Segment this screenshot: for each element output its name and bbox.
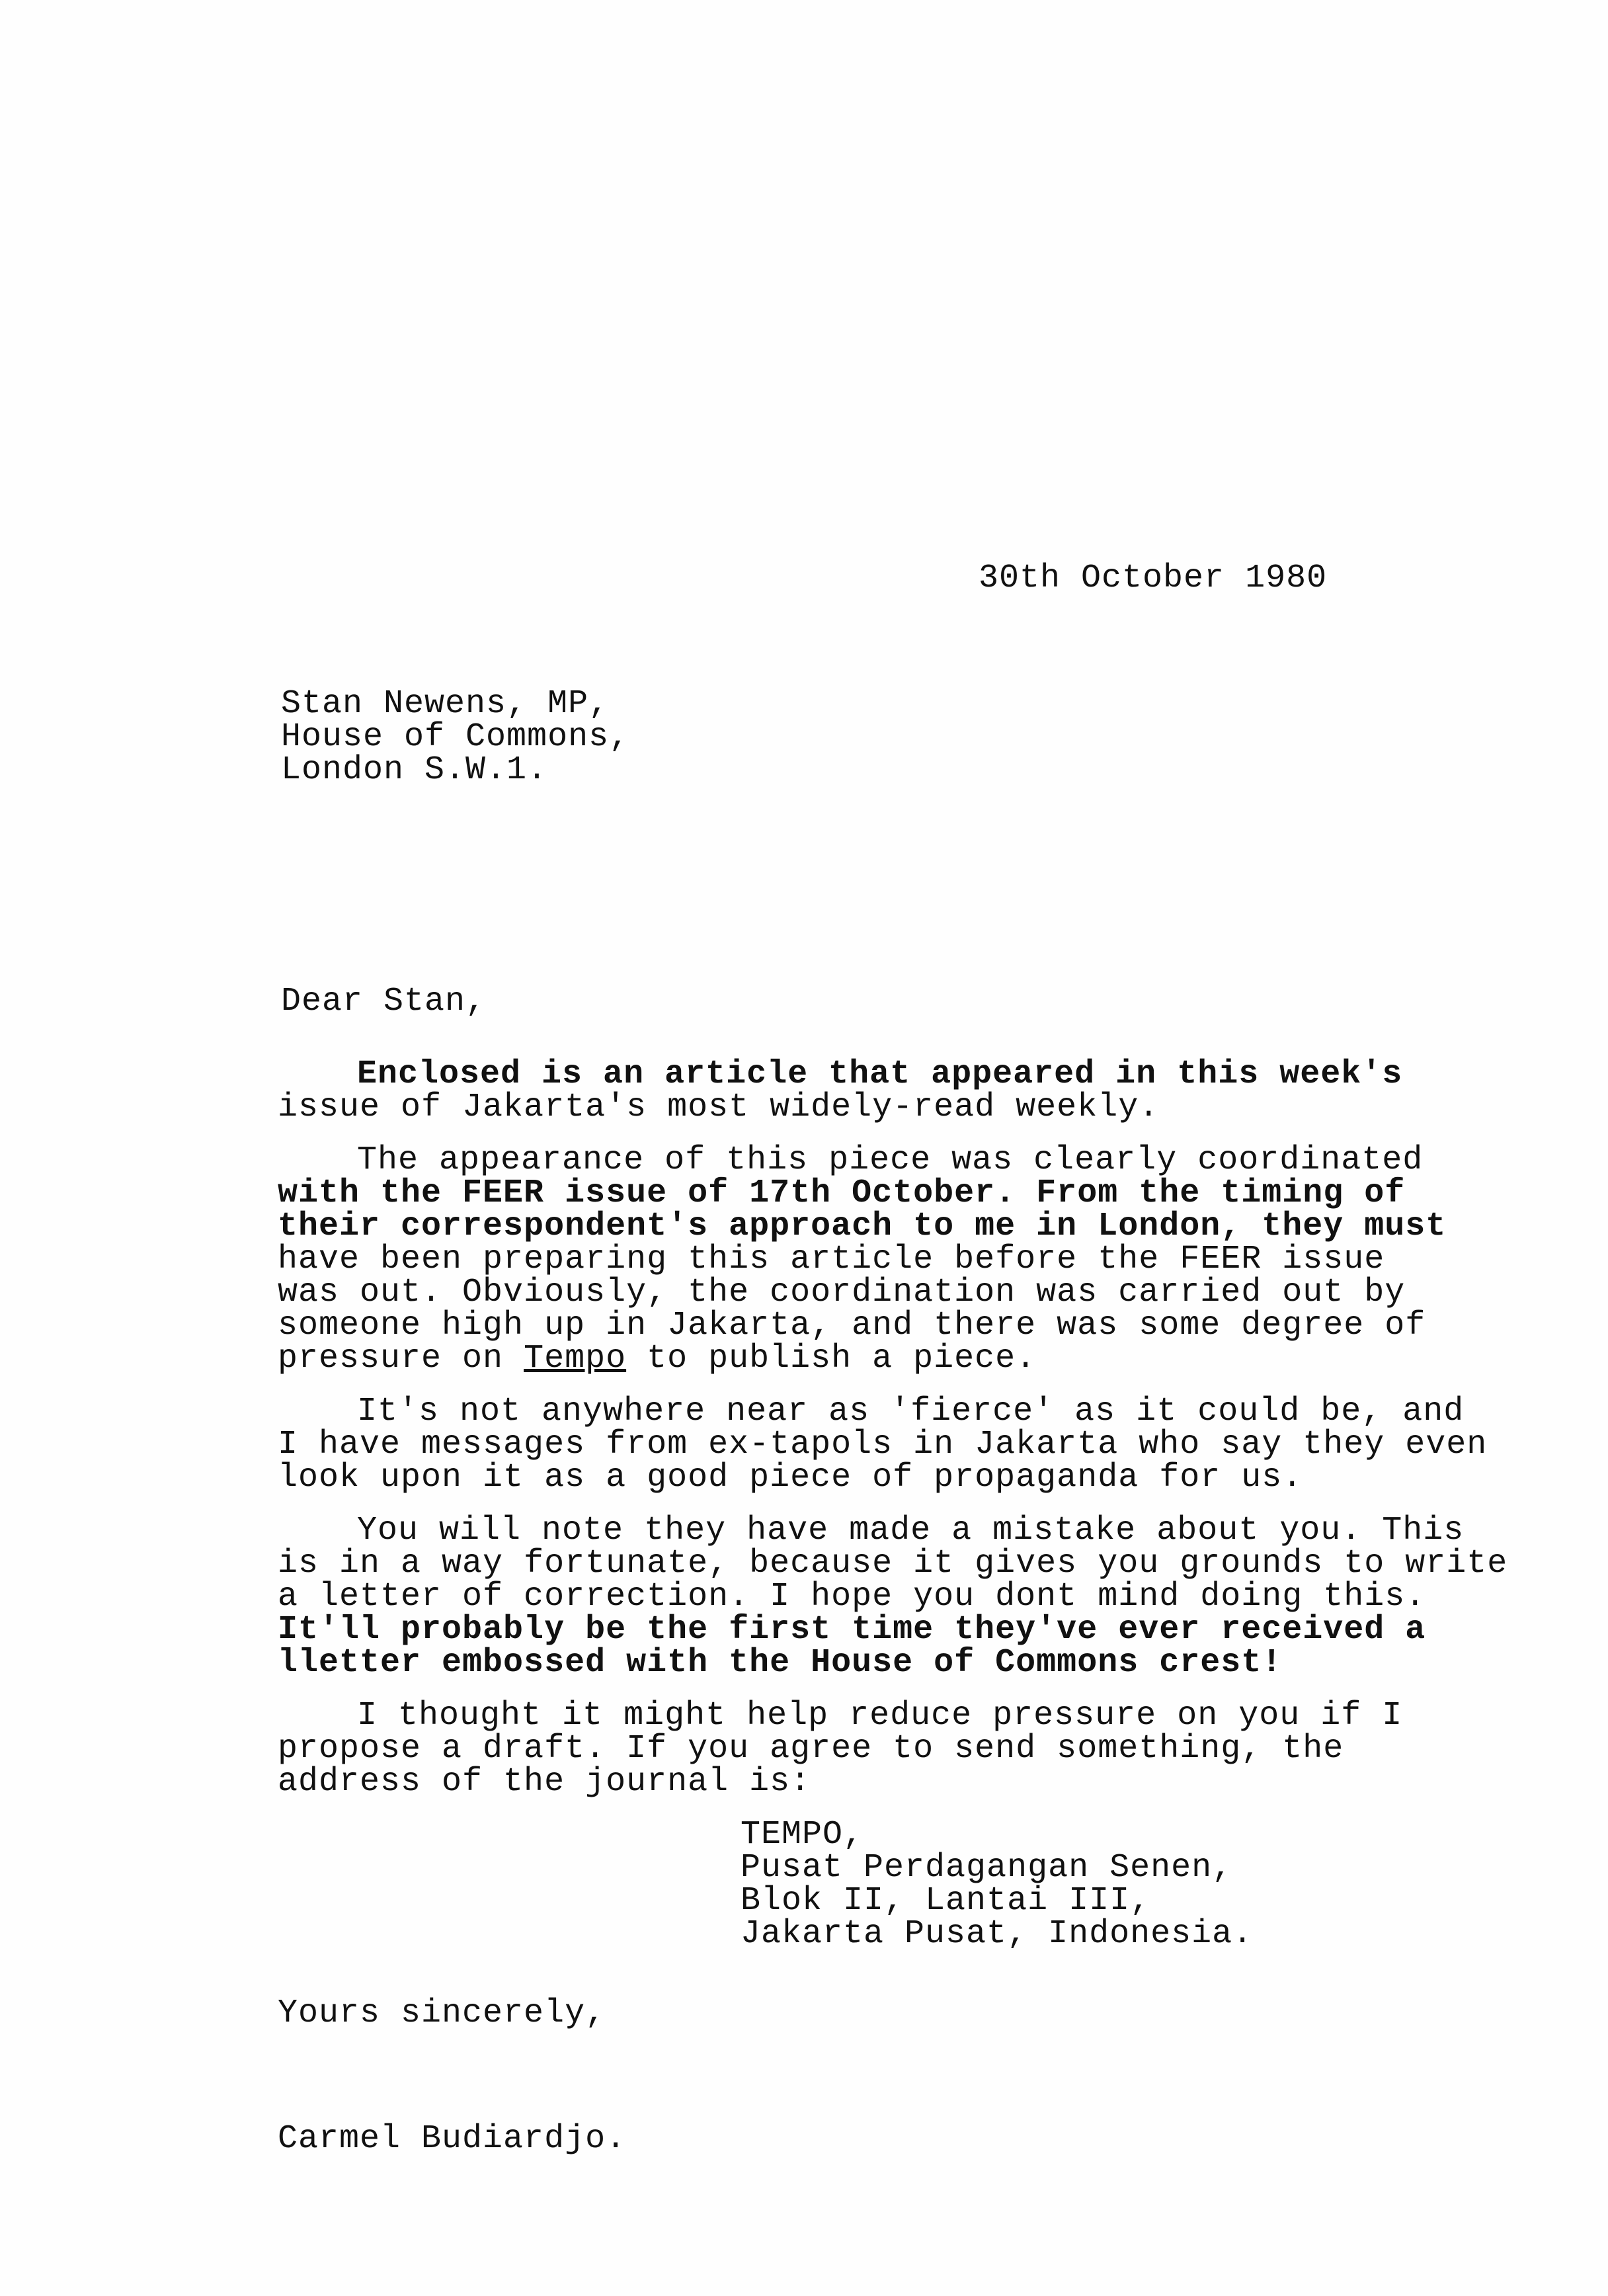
journal-address-line: Jakarta Pusat, Indonesia. xyxy=(741,1915,1254,1953)
body-line xyxy=(278,1342,1036,1375)
journal-address-line: Blok II, Lantai III, xyxy=(741,1882,1151,1920)
recipient-name: Stan Newens, MP, xyxy=(281,685,610,723)
body-text: pressure on xyxy=(278,1340,524,1377)
body-line: is in a way fortunate, because it gives you grounds to write xyxy=(278,1545,1508,1582)
body-line: propose a draft. If you agree to send something, the xyxy=(278,1730,1344,1768)
body-line: You will note they have made a mistake about you. This xyxy=(357,1512,1465,1549)
body-line: Enclosed is an article that appeared in this week's xyxy=(357,1055,1403,1093)
body-line: lletter embossed with the House of Commons crest! xyxy=(278,1644,1283,1682)
letter-date: 30th October 1980 xyxy=(979,559,1328,597)
body-line: I have messages from ex-tapols in Jakarta who say they even xyxy=(278,1426,1488,1463)
body-text: to publish a piece. xyxy=(626,1340,1037,1377)
body-line: address of the journal is: xyxy=(278,1763,811,1801)
body-line: a letter of correction. I hope you dont mind doing this. xyxy=(278,1578,1426,1616)
body-line: someone high up in Jakarta, and there was some degree of xyxy=(278,1307,1426,1344)
body-line: The appearance of this piece was clearly coordinated xyxy=(357,1141,1424,1179)
signature-name: Carmel Budiardjo. xyxy=(278,2120,627,2158)
journal-address-line: TEMPO, xyxy=(741,1816,864,1854)
recipient-address-line: London S.W.1. xyxy=(281,751,548,789)
body-line: issue of Jakarta's most widely-read weekly. xyxy=(278,1088,1160,1126)
body-line: have been preparing this article before the FEER issue xyxy=(278,1241,1385,1278)
journal-address-line: Pusat Perdagangan Senen, xyxy=(741,1849,1233,1887)
salutation: Dear Stan, xyxy=(281,983,487,1020)
body-line: look upon it as a good piece of propaganda for us. xyxy=(278,1459,1303,1496)
body-line: It's not anywhere near as 'fierce' as it could be, and xyxy=(357,1393,1465,1430)
journal-name: Tempo xyxy=(524,1340,627,1377)
body-line: was out. Obviously, the coordination was carried out by xyxy=(278,1274,1406,1311)
recipient-address-line: House of Commons, xyxy=(281,718,630,756)
body-line: their correspondent's approach to me in London, they must xyxy=(278,1208,1447,1245)
closing: Yours sincerely, xyxy=(278,1994,606,2032)
body-line: I thought it might help reduce pressure on you if I xyxy=(357,1697,1403,1735)
body-line: with the FEER issue of 17th October. From the timing of xyxy=(278,1174,1406,1212)
body-line: It'll probably be the first time they've ever received a xyxy=(278,1611,1426,1649)
